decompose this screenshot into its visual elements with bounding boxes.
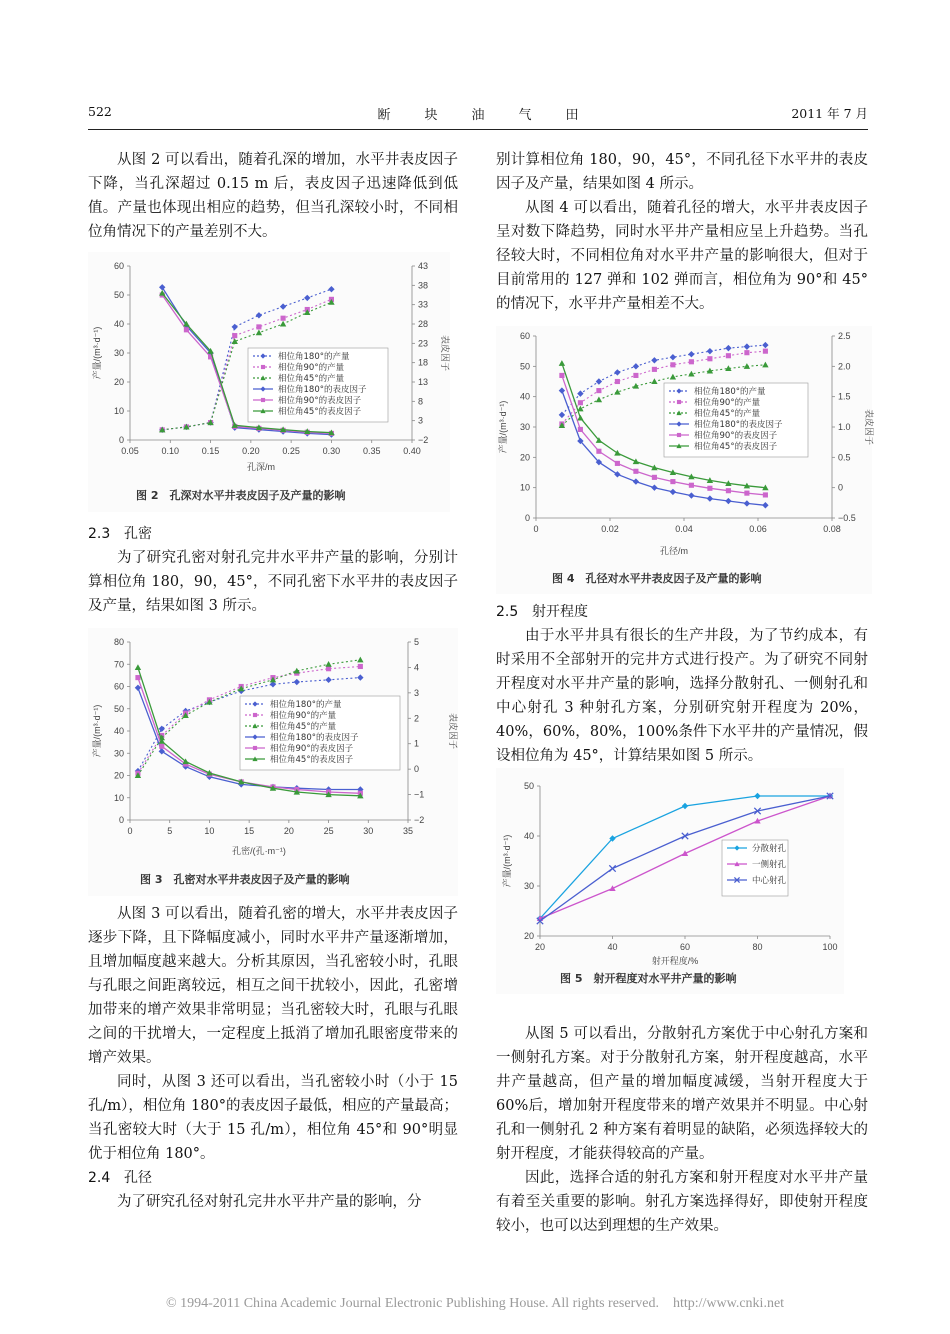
data-point xyxy=(159,284,165,290)
y2-tick-label: 18 xyxy=(418,357,429,368)
x-tick-label: 0.05 xyxy=(121,446,139,456)
data-point xyxy=(633,363,639,369)
figure-caption: 图 5 射开程度对水平井产量的影响 xyxy=(560,972,737,985)
figure-2-chart xyxy=(88,252,450,512)
figure-caption: 图 4 孔径对水平井表皮因子及产量的影响 xyxy=(552,572,762,585)
legend-label: 相位角90°的产量 xyxy=(278,363,345,373)
data-point xyxy=(280,303,286,309)
paragraph: 因此，选择合适的射孔方案和射开程度对水平井产量有着至关重要的影响。射孔方案选择得好，即使射开程度较小，也可以达到理想的生产效果。 xyxy=(496,1170,868,1234)
series xyxy=(537,793,833,924)
data-point xyxy=(651,484,657,490)
data-point xyxy=(256,324,261,329)
data-point xyxy=(762,342,768,348)
data-point xyxy=(670,479,675,484)
y-tick-label: 50 xyxy=(519,361,530,372)
data-point xyxy=(280,321,286,327)
y-tick-label: 20 xyxy=(519,452,530,463)
data-point xyxy=(559,373,564,378)
data-point xyxy=(596,449,601,454)
y2-tick-label: 33 xyxy=(418,299,429,310)
section-heading xyxy=(496,600,868,624)
data-point xyxy=(357,657,363,663)
y2-axis-label: 表皮因子 xyxy=(448,712,458,750)
y2-tick-label: 38 xyxy=(418,280,429,291)
left-text-block-1 xyxy=(88,148,458,244)
x-tick-label: 20 xyxy=(283,826,294,836)
x-tick-label: 0.04 xyxy=(675,524,693,534)
data-point xyxy=(633,469,638,474)
x-tick-label: 60 xyxy=(679,942,691,952)
legend-label: 相位角45°的表皮因子 xyxy=(270,755,354,765)
figure-4 xyxy=(496,326,872,594)
data-point xyxy=(670,354,676,360)
paragraph: 从图 4 可以看出，随着孔径的增大，水平井表皮因子呈对数下降趋势，同时水平井产量相应呈上升趋势。当孔径较大时，不同相位角对水平井产量的影响很大，但对于目前常用的 127 弹和 102 弹而言，相位角为 90°和 45°的情况下，水平井产量相差不大。 xyxy=(496,200,868,312)
paragraph: 为了研究孔径对射孔完井水平井产量的影响，分 xyxy=(117,1194,422,1210)
page-number: 522 xyxy=(88,104,112,119)
y-tick-label: 40 xyxy=(519,391,530,402)
paragraph: 为了研究孔密对射孔完井水平井产量的影响，分别计算相位角 180，90，45°，不同孔密下水平井的表皮因子及产量，结果如图 3 所示。 xyxy=(88,550,458,614)
data-point xyxy=(326,666,331,671)
data-point xyxy=(682,833,688,839)
journal-title: 断块油气田 xyxy=(377,108,613,123)
y-tick-label: 50 xyxy=(113,703,124,714)
data-point xyxy=(304,295,310,301)
legend xyxy=(722,840,788,896)
y2-tick-label: 3 xyxy=(414,687,420,698)
data-point xyxy=(135,664,141,670)
data-point xyxy=(689,359,694,364)
paragraph: 从图 2 可以看出，随着孔深的增加，水平井表皮因子下降，当孔深超过 0.15 m 后，表皮因子迅速降低到低值。产量也体现出相应的趋势，但当孔深较小时，不同相位角情况下的产量差别不大。 xyxy=(88,152,458,240)
y-tick-label: 60 xyxy=(113,261,124,271)
data-point xyxy=(577,390,583,396)
y-tick-label: 70 xyxy=(113,659,124,670)
y2-tick-label: 1.5 xyxy=(838,391,851,402)
y-tick-label: 40 xyxy=(113,319,124,329)
x-tick-label: 100 xyxy=(822,942,838,952)
data-point xyxy=(615,379,620,384)
data-point xyxy=(754,793,760,799)
section-number: 2.5 xyxy=(496,604,519,620)
data-point xyxy=(707,486,712,491)
x-tick-label: 0.15 xyxy=(201,446,220,456)
data-point xyxy=(294,679,300,685)
data-point xyxy=(609,865,615,871)
y2-tick-label: −0.5 xyxy=(838,513,856,523)
y-tick-label: 60 xyxy=(113,681,124,692)
data-point xyxy=(325,677,331,683)
data-point xyxy=(578,427,583,432)
paragraph: 从图 3 可以看出，随着孔密的增大，水平井表皮因子逐步下降，且下降幅度减小，同时水平井产量逐渐增加，且增加幅度越来越大。分析其原因，当孔密较小时，孔眼与孔眼之间距离较远，相互之间干扰较小，因此，孔密增加带来的增产效果非常明显；当孔密较大时，孔眼与孔眼之间的干扰增大，一定程度上抵消了增加孔眼密度带来的增产效果。 xyxy=(88,906,458,1066)
y-tick-label: 30 xyxy=(113,748,124,759)
x-tick-label: 0 xyxy=(533,524,539,534)
y-tick-label: 20 xyxy=(113,377,124,387)
x-tick-label: 20 xyxy=(534,942,546,952)
y-tick-label: 10 xyxy=(113,406,124,416)
data-point xyxy=(281,316,286,321)
figure-2 xyxy=(88,252,450,512)
data-point xyxy=(614,369,620,375)
y2-tick-label: 28 xyxy=(418,319,429,329)
legend-label: 相位角45°的产量 xyxy=(278,374,345,384)
section-title: 孔密 xyxy=(124,526,152,542)
data-point xyxy=(559,412,565,418)
x-tick-label: 25 xyxy=(323,826,334,836)
data-point xyxy=(328,286,334,292)
y-tick-label: 10 xyxy=(519,482,530,493)
data-point xyxy=(358,664,363,669)
legend xyxy=(240,696,400,770)
x-tick-label: 0.30 xyxy=(322,446,341,456)
y-tick-label: 40 xyxy=(523,831,534,841)
y2-tick-label: −2 xyxy=(414,815,425,825)
y-tick-label: 30 xyxy=(519,422,530,432)
data-point xyxy=(744,491,749,496)
x-tick-label: 30 xyxy=(363,826,374,836)
y2-tick-label: 43 xyxy=(418,261,429,271)
y-tick-label: 0 xyxy=(524,513,530,523)
data-point xyxy=(725,345,731,351)
right-text-block-3 xyxy=(496,1022,868,1238)
paragraph: 由于水平井具有很长的生产井段，为了节约成本，有时采用不全部射开的完井方式进行投产。为了研究不同射开程度对水平井产量的影响，选择分散射孔、一侧射孔和中心射孔 3 种射孔方案，分别研究射开程度为 20%，40%，60%，80%，100%条件下水平井的产量情况，假设相位角为 45°，计算结果如图 5 所示。 xyxy=(496,628,868,764)
x-tick-label: 10 xyxy=(204,826,215,836)
y-tick-label: 30 xyxy=(523,881,534,891)
data-point xyxy=(633,478,639,484)
x-tick-label: 0.02 xyxy=(601,524,619,534)
issue-date: 2011 年 7 月 xyxy=(791,106,868,121)
legend-label: 相位角45°的表皮因子 xyxy=(694,442,778,452)
data-point xyxy=(707,348,713,354)
x-tick-label: 80 xyxy=(752,942,763,952)
data-point xyxy=(577,415,583,421)
y-axis-label: 产量/(m³·d⁻¹) xyxy=(498,400,508,454)
left-text-block-2 xyxy=(88,522,458,618)
y2-tick-label: 0.5 xyxy=(838,452,851,463)
y2-tick-label: 3 xyxy=(418,415,424,426)
x-tick-label: 0.40 xyxy=(403,446,421,456)
y2-tick-label: 5 xyxy=(414,637,420,647)
data-point xyxy=(159,744,164,749)
y-tick-label: 80 xyxy=(113,637,124,647)
x-axis-label: 孔深/m xyxy=(247,462,275,472)
data-point xyxy=(682,803,688,809)
figure-5 xyxy=(496,768,844,994)
figure-3 xyxy=(88,628,458,896)
copyright-footer: © 1994-2011 China Academic Journal Electronic Publishing House. All rights reserved. http://www.cnki.net xyxy=(165,1296,785,1311)
y-tick-label: 0 xyxy=(118,435,124,445)
data-point xyxy=(689,483,694,488)
data-point xyxy=(256,312,262,318)
paragraph: 从图 5 可以看出，分散射孔方案优于中心射孔方案和一侧射孔方案。对于分散射孔方案，射开程度越高，水平井产量越高，但产量的增加幅度减缓，当射开程度大于 60%后，增加射开程度带来的增产效果并不明显。中心射孔和一侧射孔 2 种方案有着明显的缺陷，必须选择较大的射开程度，才能获得较高的产量。 xyxy=(496,1026,868,1162)
y2-tick-label: 2.5 xyxy=(838,331,851,341)
data-point xyxy=(744,350,749,355)
y-tick-label: 60 xyxy=(519,331,530,341)
data-point xyxy=(726,488,731,493)
x-axis-label: 孔密/(孔·m⁻¹) xyxy=(232,846,286,856)
legend-label: 相位角180°的表皮因子 xyxy=(278,385,367,395)
y-tick-label: 20 xyxy=(113,770,124,781)
legend-label: 相位角90°的表皮因子 xyxy=(270,744,354,754)
y-axis-label: 产量/(m³·d⁻¹) xyxy=(502,834,512,888)
header-rule xyxy=(88,129,868,130)
y2-axis-label: 表皮因子 xyxy=(864,408,874,446)
x-tick-label: 0.08 xyxy=(823,524,841,534)
data-point xyxy=(688,351,694,357)
y-tick-label: 40 xyxy=(113,726,124,736)
legend-label: 相位角45°的产量 xyxy=(694,409,761,419)
series xyxy=(537,793,833,922)
data-point xyxy=(184,327,189,332)
legend xyxy=(248,348,388,422)
data-point xyxy=(596,397,602,403)
legend-label: 相位角45°的产量 xyxy=(270,722,337,732)
y-tick-label: 0 xyxy=(118,815,124,825)
legend xyxy=(664,383,808,457)
legend-label: 相位角180°的表皮因子 xyxy=(694,420,783,430)
section-title: 孔径 xyxy=(124,1170,152,1186)
y-axis-label: 产量/(m³·d⁻¹) xyxy=(92,704,102,758)
data-point xyxy=(763,492,768,497)
x-tick-label: 0.25 xyxy=(282,446,300,456)
y2-tick-label: 13 xyxy=(418,377,429,387)
data-point xyxy=(559,360,565,366)
data-point xyxy=(744,343,750,349)
y2-tick-label: 0 xyxy=(838,482,844,493)
series xyxy=(537,793,833,921)
data-point xyxy=(744,500,750,506)
data-point xyxy=(744,363,750,369)
data-point xyxy=(135,675,140,680)
x-tick-label: 0.10 xyxy=(161,446,180,456)
data-point xyxy=(596,378,602,384)
legend-label: 相位角90°的产量 xyxy=(694,398,761,408)
section-title: 射开程度 xyxy=(532,604,588,620)
data-point xyxy=(670,362,675,367)
y-axis-label: 产量/(m³·d⁻¹) xyxy=(92,326,102,380)
data-point xyxy=(232,333,237,338)
data-point xyxy=(762,362,768,368)
x-axis-label: 孔径/m xyxy=(660,546,688,556)
y2-tick-label: −1 xyxy=(414,789,425,800)
y-tick-label: 50 xyxy=(523,781,534,791)
legend-label: 相位角180°的产量 xyxy=(278,352,350,362)
y2-tick-label: 2 xyxy=(414,713,420,724)
x-tick-label: 0.06 xyxy=(749,524,767,534)
data-point xyxy=(614,450,620,456)
data-point xyxy=(159,748,165,754)
legend-label: 相位角45°的表皮因子 xyxy=(278,407,362,417)
data-point xyxy=(325,661,331,667)
y-tick-label: 50 xyxy=(113,290,124,300)
data-point xyxy=(159,726,165,732)
data-point xyxy=(707,356,712,361)
y2-tick-label: 8 xyxy=(418,396,424,407)
y2-tick-label: 0 xyxy=(414,764,420,775)
right-text-block-2 xyxy=(496,600,868,768)
y2-tick-label: 23 xyxy=(418,338,429,349)
legend-label: 相位角180°的产量 xyxy=(694,387,766,397)
data-point xyxy=(559,387,565,393)
legend-label: 相位角90°的表皮因子 xyxy=(278,396,362,406)
data-point xyxy=(357,674,363,680)
data-point xyxy=(652,367,657,372)
data-point xyxy=(763,349,768,354)
section-heading xyxy=(88,1166,458,1190)
section-number: 2.4 xyxy=(88,1170,111,1186)
running-header xyxy=(88,104,868,124)
data-point xyxy=(651,378,657,384)
y2-tick-label: 2.0 xyxy=(838,361,851,372)
x-tick-label: 35 xyxy=(402,826,414,836)
figure-3-chart xyxy=(88,628,458,896)
data-point xyxy=(596,388,601,393)
paragraph: 同时，从图 3 还可以看出，当孔密较小时（小于 15 孔/m），相位角 180°的表皮因子最低，相应的产量最高；当孔密较大时（大于 15 孔/m），相位角 45°和 90°明显优于相位角 180°。 xyxy=(88,1074,458,1162)
data-point xyxy=(609,885,615,891)
paragraph: 别计算相位角 180，90，45°，不同孔径下水平井的表皮因子及产量，结果如图 4 所示。 xyxy=(496,152,868,192)
data-point xyxy=(707,495,713,501)
legend-label: 相位角180°的表皮因子 xyxy=(270,733,359,743)
data-point xyxy=(256,330,262,336)
data-point xyxy=(726,353,731,358)
legend-label: 相位角90°的表皮因子 xyxy=(694,431,778,441)
data-point xyxy=(615,461,620,466)
y2-tick-label: 1 xyxy=(414,738,420,749)
data-point xyxy=(670,374,676,380)
figure-caption: 图 3 孔密对水平井表皮因子及产量的影响 xyxy=(140,873,350,886)
x-tick-label: 0.35 xyxy=(362,446,381,456)
y-tick-label: 30 xyxy=(113,348,124,358)
data-point xyxy=(688,492,694,498)
right-text-block-1 xyxy=(496,148,868,316)
data-point xyxy=(725,498,731,504)
x-tick-label: 40 xyxy=(607,942,618,952)
figure-5-chart xyxy=(496,768,844,994)
figure-caption: 图 2 孔深对水平井表皮因子及产量的影响 xyxy=(136,489,346,502)
data-point xyxy=(652,475,657,480)
y2-tick-label: 1.0 xyxy=(838,422,851,432)
legend-label: 分散射孔 xyxy=(752,844,787,854)
data-point xyxy=(633,373,638,378)
y2-tick-label: −2 xyxy=(418,435,429,445)
data-point xyxy=(670,489,676,495)
y2-axis-label: 表皮因子 xyxy=(440,334,450,372)
x-axis-label: 射开程度/% xyxy=(651,956,699,966)
data-point xyxy=(232,324,238,330)
y2-tick-label: 4 xyxy=(414,662,420,673)
legend-label: 相位角180°的产量 xyxy=(270,700,342,710)
x-tick-label: 15 xyxy=(244,826,255,836)
x-tick-label: 0 xyxy=(127,826,133,836)
legend-label: 中心射孔 xyxy=(752,876,787,886)
section-number: 2.3 xyxy=(88,526,111,542)
data-point xyxy=(578,400,583,405)
data-point xyxy=(651,357,657,363)
x-tick-label: 5 xyxy=(167,826,173,836)
y-tick-label: 10 xyxy=(113,792,124,803)
legend-label: 相位角90°的产量 xyxy=(270,711,337,721)
y-tick-label: 20 xyxy=(523,931,534,941)
left-text-block-3 xyxy=(88,902,458,1214)
figure-4-chart xyxy=(496,326,872,594)
section-heading xyxy=(88,522,458,546)
data-point xyxy=(762,502,768,508)
x-tick-label: 0.20 xyxy=(242,446,260,456)
legend-label: 一侧射孔 xyxy=(752,860,787,870)
